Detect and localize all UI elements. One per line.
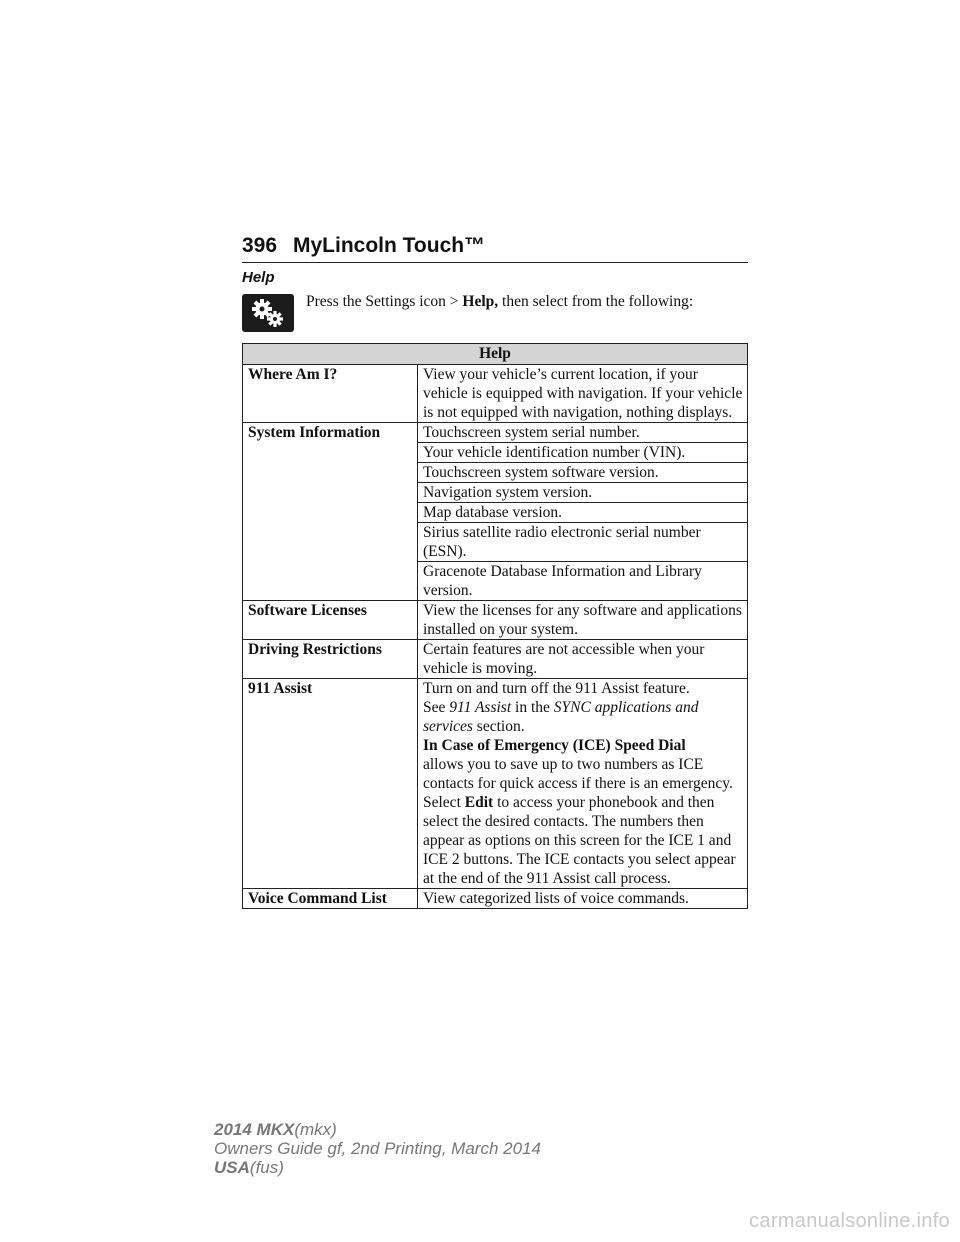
document-footer [214, 1120, 541, 1177]
chapter-title: MyLincoln Touch™ [293, 234, 486, 257]
see-suffix: section. [472, 718, 525, 735]
row-text: View your vehicle’s current location, if your vehicle is equipped with navigation. If your vehicle is not equipped with navigation, nothing displays. [418, 365, 748, 423]
row-text: Touchscreen system serial number. [418, 423, 748, 443]
row-text: View categorized lists of voice commands. [418, 889, 748, 909]
footer-market: USA [214, 1158, 250, 1177]
section-heading: Help [242, 269, 275, 286]
table-row [243, 423, 748, 443]
table-row [243, 443, 748, 463]
table-row [243, 601, 748, 640]
row-label [243, 483, 418, 503]
ice-heading: In Case of Emergency (ICE) Speed Dial [423, 737, 686, 754]
row-label [243, 562, 418, 601]
row-label: Where Am I? [243, 365, 418, 423]
footer-model: 2014 MKX [214, 1120, 295, 1139]
row-label: Software Licenses [243, 601, 418, 640]
row-label: Voice Command List [243, 889, 418, 909]
table-row [243, 679, 748, 889]
table-row [243, 523, 748, 562]
table-row [243, 562, 748, 601]
footer-line2: Owners Guide gf, 2nd Printing, March 2014 [214, 1139, 541, 1158]
table-row [243, 503, 748, 523]
intro-text [306, 293, 693, 311]
row-text: Touchscreen system software version. [418, 463, 748, 483]
row-label: Driving Restrictions [243, 640, 418, 679]
table-row [243, 889, 748, 909]
row-text: Certain features are not accessible when your vehicle is moving. [418, 640, 748, 679]
row-text: View the licenses for any software and applications installed on your system. [418, 601, 748, 640]
ice-text1: allows you to save up to two numbers as ICE contacts for quick access if there is an emergency. Select [423, 756, 733, 811]
row-text [418, 679, 748, 889]
see-mid: in the [511, 699, 554, 716]
footer-market-code: (fus) [249, 1158, 284, 1177]
row-label [243, 523, 418, 562]
page-header [242, 234, 748, 263]
footer-model-code: (mkx) [294, 1120, 337, 1139]
settings-gear-icon [242, 294, 294, 332]
row-text: Gracenote Database Information and Library version. [418, 562, 748, 601]
footer-line3 [214, 1158, 541, 1177]
row-label [243, 503, 418, 523]
page-number: 396 [242, 234, 278, 257]
intro-help-bold: Help, [462, 293, 499, 310]
row-text: Sirius satellite radio electronic serial number (ESN). [418, 523, 748, 562]
see-section: SYNC applications and services [423, 699, 699, 735]
assist-line1: Turn on and turn off the 911 Assist feature. [423, 680, 690, 697]
row-label: System Information [243, 423, 418, 443]
see-link: 911 Assist [449, 699, 512, 716]
row-text: Your vehicle identification number (VIN). [418, 443, 748, 463]
row-text: Navigation system version. [418, 483, 748, 503]
intro-after: then select from the following: [498, 293, 694, 310]
row-label [243, 463, 418, 483]
see-prefix: See [423, 699, 450, 716]
row-label [243, 443, 418, 463]
watermark: carmanualsonline.info [749, 1210, 950, 1232]
ice-edit: Edit [464, 794, 494, 811]
help-table [242, 343, 748, 909]
ice-text2: to access your phonebook and then select the desired contacts. The numbers then appear as options on this screen for the ICE 1 and ICE 2 buttons. The ICE contacts you select appear at the end of the 911 Assist call process. [423, 794, 736, 887]
row-text: Map database version. [418, 503, 748, 523]
table-row [243, 463, 748, 483]
footer-line1 [214, 1120, 541, 1139]
table-row [243, 365, 748, 423]
table-row [243, 483, 748, 503]
table-row [243, 640, 748, 679]
intro-before: Press the Settings icon > [306, 293, 463, 310]
table-title: Help [243, 344, 748, 365]
row-label: 911 Assist [243, 679, 418, 889]
